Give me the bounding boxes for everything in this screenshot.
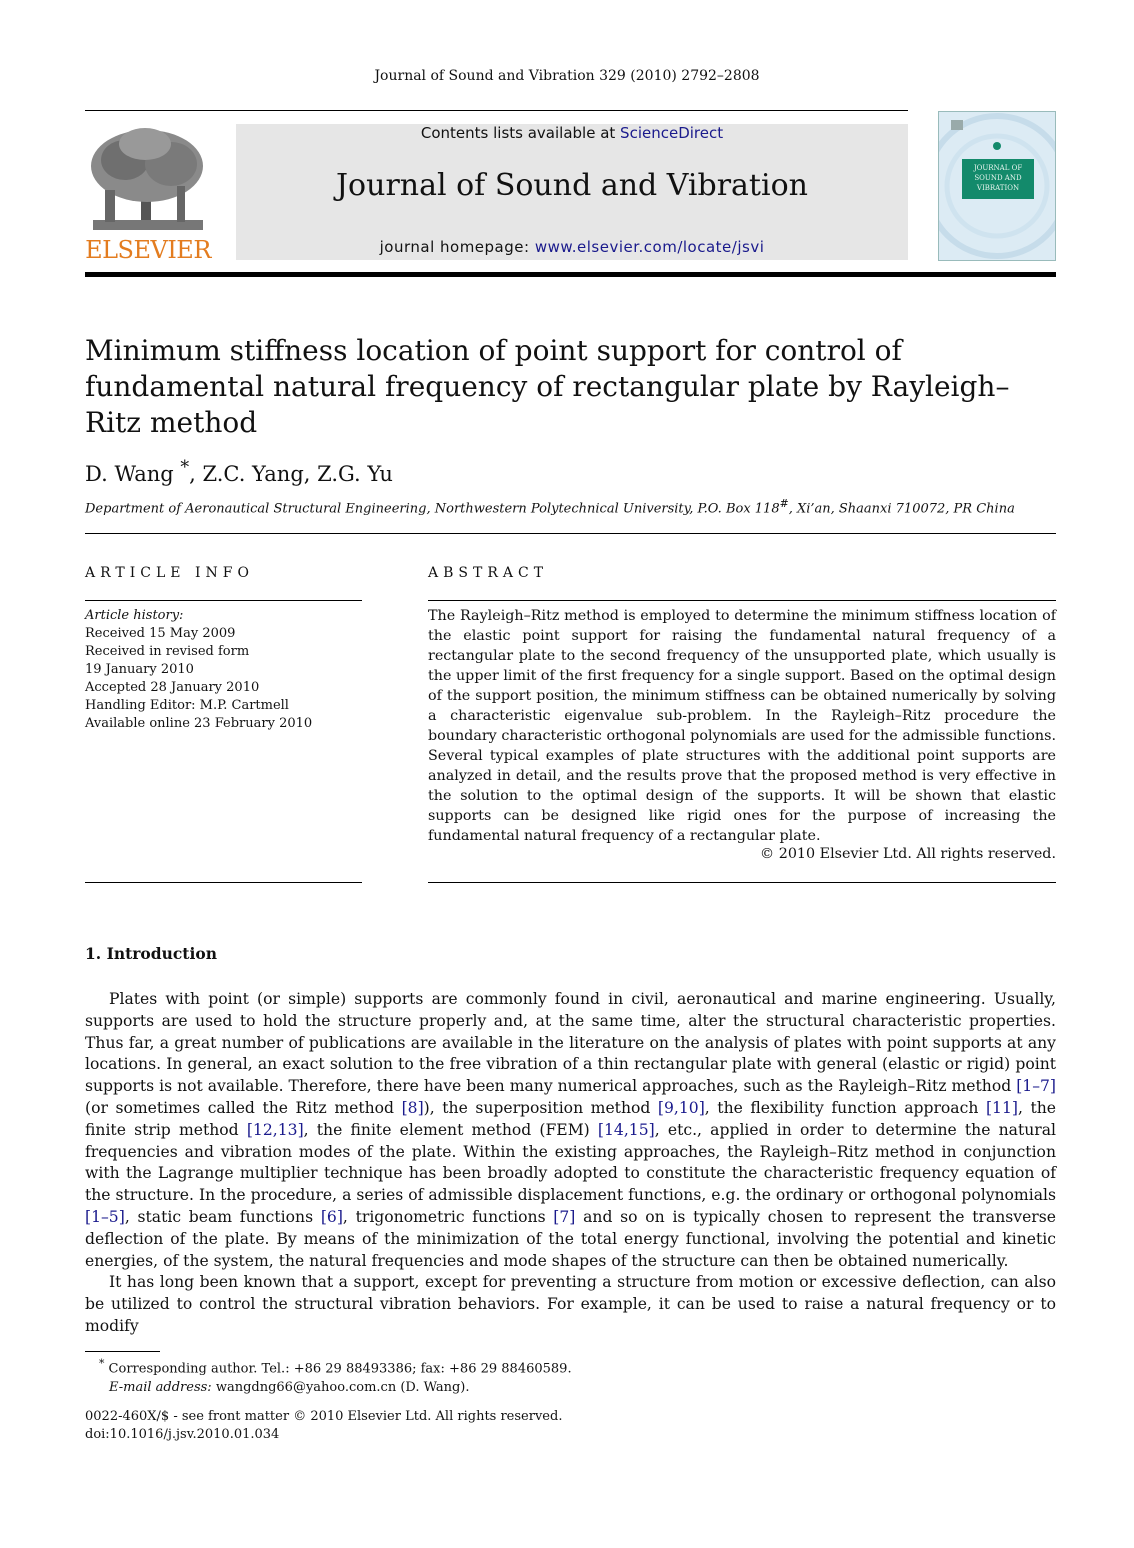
contents-line [236,124,908,142]
introduction-body [85,989,1056,1338]
journal-title: Journal of Sound and Vibration [336,168,808,203]
elsevier-wordmark: ELSEVIER [85,236,211,264]
text-run: and so on is typically chosen to represent the transverse deflection of the plate. By means of the minimization of the total energy functional, involving the potential and kinetic energies, of the system, the natural frequencies and mode shapes of the structure can then be obtained numerically. [85,1207,1056,1270]
article-info-heading: ARTICLE INFO [85,565,254,581]
homepage-prefix: journal homepage: [379,238,535,256]
abstract-text: The Rayleigh–Ritz method is employed to determine the minimum stiffness location of the elastic point support for raising the fundamental natural frequency of a rectangular plate to the second frequency of the unsupported plate, which usually is the upper limit of the first frequency for a single support. Based on the optimal design of the support position, the minimum stiffness can be obtained numerically by solving a characteristic eigenvalue sub-problem. In the Rayleigh–Ritz procedure the boundary characteristic orthogonal polynomials are used for the admissible functions. Several typical examples of plate structures with the additional point supports are analyzed in detail, and the results prove that the proposed method is very effective in the solution to the optimal design of the supports. It will be shown that elastic supports can be designed like rigid ones for the purpose of increasing the fundamental natural frequency of a rectangular plate. [428,608,1056,844]
affiliation-main: Department of Aeronautical Structural Engineering, Northwestern Polytechnical University, P.O. Box 118 [85,501,780,517]
journal-citation: Journal of Sound and Vibration 329 (2010) 2792–2808 [374,68,760,84]
abstract-heading: ABSTRACT [428,565,549,581]
text-run: Plates with point (or simple) supports are commonly found in civil, aeronautical and marine engineering. Usually, supports are used to hold the structure properly and, at the same time, alter the structural characteristic properties. Thus far, a great number of publications are available in the literature on the analysis of plates with point supports at any locations. In general, an exact solution to the free vibration of a thin rectangular plate with general (elastic or rigid) point supports is not available. Therefore, there have been many numerical approaches, such as the Rayleigh–Ritz method [85,990,1056,1096]
footnote-email-line [85,1379,572,1398]
history-item: Received in revised form [85,644,250,659]
text-run: , the flexibility function approach [704,1098,986,1117]
section-heading-introduction: 1. Introduction [85,944,217,963]
header-rule [85,110,908,111]
history-item: Handling Editor: M.P. Cartmell [85,698,289,713]
front-matter [85,1408,562,1444]
footnote-rule [85,1351,160,1352]
footnote-mark: * [99,1357,105,1370]
history-item: Accepted 28 January 2010 [85,680,260,695]
reference-link[interactable]: [6] [320,1207,343,1226]
reference-link[interactable]: [14,15] [597,1120,655,1139]
affiliation-mark: # [779,497,789,510]
article-title: Minimum stiffness location of point support for control of fundamental natural frequency of rectangular plate by Rayleigh–Ritz method [85,334,1010,439]
text-run: ), the superposition method [423,1098,658,1117]
article-info-rule [85,600,362,601]
paragraph [85,989,1056,1272]
affiliation [85,497,1015,516]
article-info-bottom-rule [85,882,362,883]
reference-link[interactable]: [1–7] [1016,1077,1056,1096]
email-address[interactable]: wangdng66@yahoo.com.cn (D. Wang). [215,1379,470,1395]
reference-link[interactable]: [1–5] [85,1207,125,1226]
journal-cover-image [938,111,1056,261]
abstract-copyright: © 2010 Elsevier Ltd. All rights reserved. [759,846,1056,862]
paragraph: It has long been known that a support, except for preventing a structure from motion or excessive deflection, can also be utilized to control the structural vibration behaviors. For example, it can be used to raise a natural frequency or to modify [85,1273,1056,1335]
footnote-line [85,1355,572,1379]
footnote [85,1355,572,1397]
footnote-contact: Corresponding author. Tel.: +86 29 88493386; fax: +86 29 88460589. [104,1361,572,1377]
issn-line: 0022-460X/$ - see front matter © 2010 Elsevier Ltd. All rights reserved. [85,1409,563,1424]
history-item: Received 15 May 2009 [85,626,236,641]
sciencedirect-link[interactable]: ScienceDirect [620,124,724,142]
doi-line[interactable]: doi:10.1016/j.jsv.2010.01.034 [85,1427,280,1442]
history-item: Available online 23 February 2010 [85,716,313,731]
affiliation-tail: , Xi’an, Shaanxi 710072, PR China [788,501,1015,517]
history-item: 19 January 2010 [85,662,194,677]
text-run: , etc., applied in order to determine the natural frequencies and vibration modes of the plate. Within the existing approaches, the Rayleigh–Ritz method in conjunction with the Lagrange multiplier technique has been broadly adopted to constitute the characteristic frequency equation of the structure. In the procedure, a series of admissible displacement functions, e.g. the ordinary or orthogonal polynomials [85,1120,1056,1205]
author-list [85,458,393,486]
title-divider [85,533,1056,534]
text-run: , the finite strip method [85,1098,1056,1139]
cover-title: JOURNAL OF SOUND AND VIBRATION [962,159,1034,199]
email-label: E-mail address: [109,1379,216,1395]
homepage-link[interactable]: www.elsevier.com/locate/jsvi [534,238,765,256]
reference-link[interactable]: [12,13] [246,1120,304,1139]
author-name[interactable]: D. Wang [85,462,174,486]
article-history [85,607,312,733]
abstract-rule [428,600,1056,601]
header-thick-rule [85,272,1056,277]
reference-link[interactable]: [9,10] [657,1098,705,1117]
text-run: , trigonometric functions [342,1207,554,1226]
corresponding-author-mark[interactable]: * [180,458,190,478]
text-run: , static beam functions [124,1207,321,1226]
text-run: (or sometimes called the Ritz method [85,1098,402,1117]
abstract-bottom-rule [428,882,1056,883]
reference-link[interactable]: [11] [985,1098,1018,1117]
co-authors: , Z.C. Yang, Z.G. Yu [189,462,393,486]
text-run: , the finite element method (FEM) [303,1120,598,1139]
reference-link[interactable]: [8] [401,1098,424,1117]
reference-link[interactable]: [7] [553,1207,576,1226]
contents-prefix: Contents lists available at [420,124,621,142]
history-label: Article history: [85,608,184,623]
homepage-line [236,238,908,256]
